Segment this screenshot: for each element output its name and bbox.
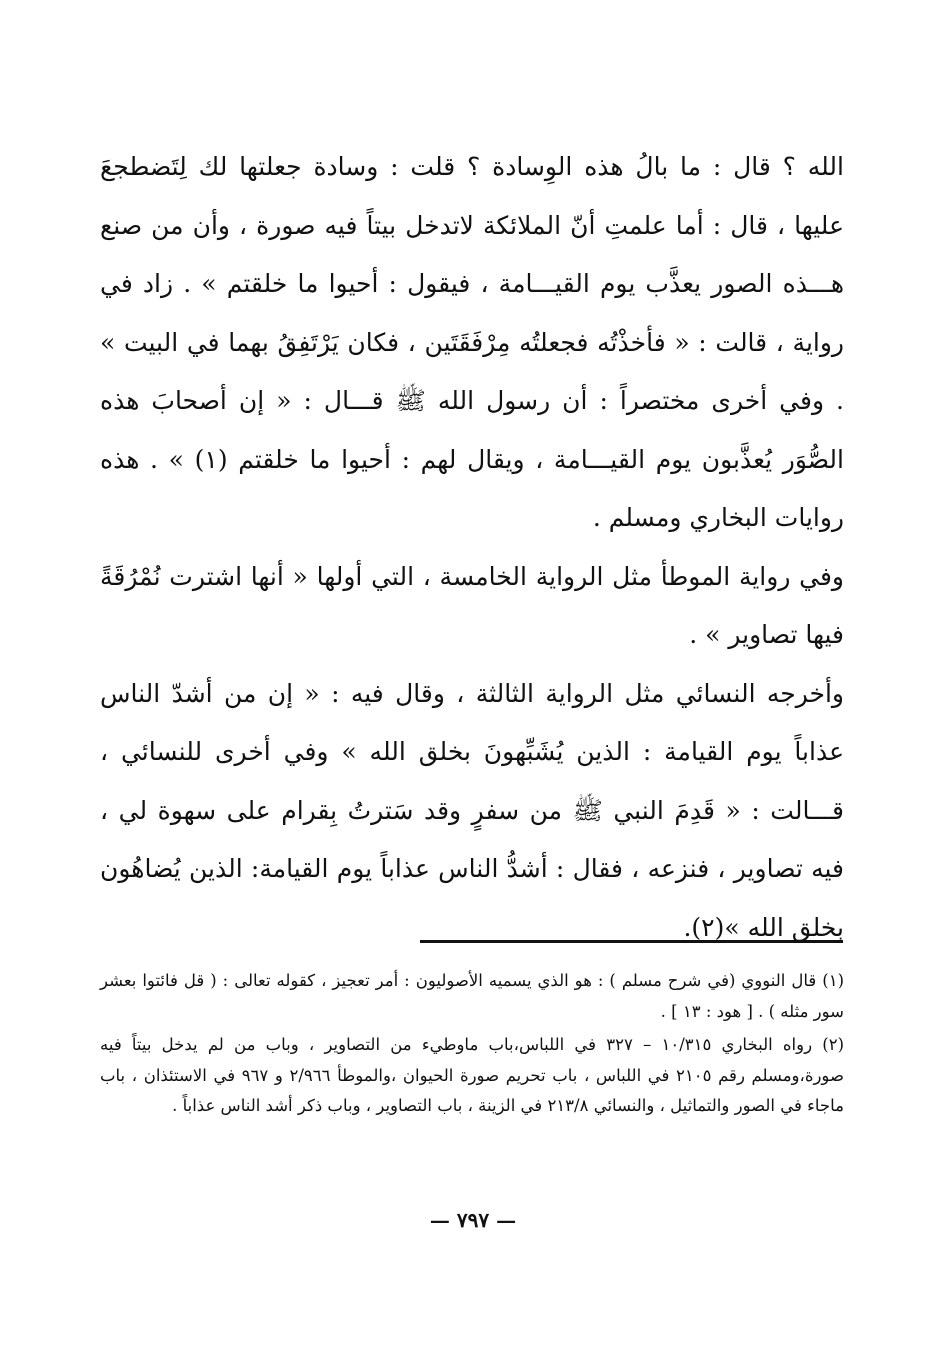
- footnote-2-text: رواه البخاري ١٠/٣١٥ – ٣٢٧ في اللباس،باب ماوطيء من التصاوير ، وباب من لم يدخل بيتاً فيه صورة،ومسلم رقم ٢١٠٥ في اللباس ، باب تحريم صورة الحيوان ،والموطأ ٢/٩٦٦ و ٩٦٧ في الاستئذان ، باب ماجاء في الصور والتماثيل ، والنسائي ٢١٣/٨ في الزينة ، باب التصاوير ، وباب ذكر أشد الناس عذاباً .: [100, 1035, 844, 1115]
- paragraph-3: وأخرجه النسائي مثل الرواية الثالثة ، وقال فيه : « إن من أشدّ الناس عذاباً يوم القيامة : الذين يُشَبِّهونَ بخلق الله » وفي أخرى للنسائي ، قـــالت : « قَدِمَ النبي ﷺ من سفرٍ وقد سَترتُ بِقرام على سهوة لي ، فيه تصاوير ، فنزعه ، فقال : أشدُّ الناس عذاباً يوم القيامة: الذين يُضاهُون بخلق الله »(٢).: [100, 678, 844, 942]
- page-number: — ٧٩٧ —: [429, 1208, 517, 1232]
- footnote-1-text: قال النووي (في شرح مسلم ) : هو الذي يسميه الأصوليون : أمر تعجيز ، كقوله تعالى : ( قل فائتوا بعشر سور مثله ) . [ هود : ١٣ ] .: [100, 971, 844, 1021]
- footnotes: [100, 966, 844, 1125]
- footnote-1-number: (١): [822, 971, 845, 990]
- main-text: [100, 138, 844, 957]
- paragraph-2: وفي رواية الموطأ مثل الرواية الخامسة ، التي أولها « أنها اشترت نُمْرُقَةً فيها تصاوير » .: [100, 561, 844, 649]
- paragraph-1: الله ؟ قال : ما بالُ هذه الوِسادة ؟ قلت : وسادة جعلتها لك لِتَضطجعَ عليها ، قال : أما علمتِ أنّ الملائكة لاتدخل بيتاً فيه صورة ، وأن من صنع هـــذه الصور يعذَّب يوم القيـــامة ، فيقول : أحيوا ما خلقتم » . زاد في رواية ، قالت : « فأخذْتُه فجعلتُه مِرْفَقَتَين ، فكان يَرْتَفِقُ بهما في البيت » . وفي أخرى مختصراً : أن رسول الله ﷺ قـــال : « إن أصحابَ هذه الصُّوَر يُعذَّبون يوم القيـــامة ، ويقال لهم : أحيوا ما خلقتم (١) » . هذه روايات البخاري ومسلم .: [100, 152, 844, 532]
- footnote-2: [100, 1030, 844, 1122]
- footnote-separator: [420, 940, 843, 943]
- footnote-2-number: (٢): [822, 1035, 845, 1054]
- footnote-1: [100, 966, 844, 1027]
